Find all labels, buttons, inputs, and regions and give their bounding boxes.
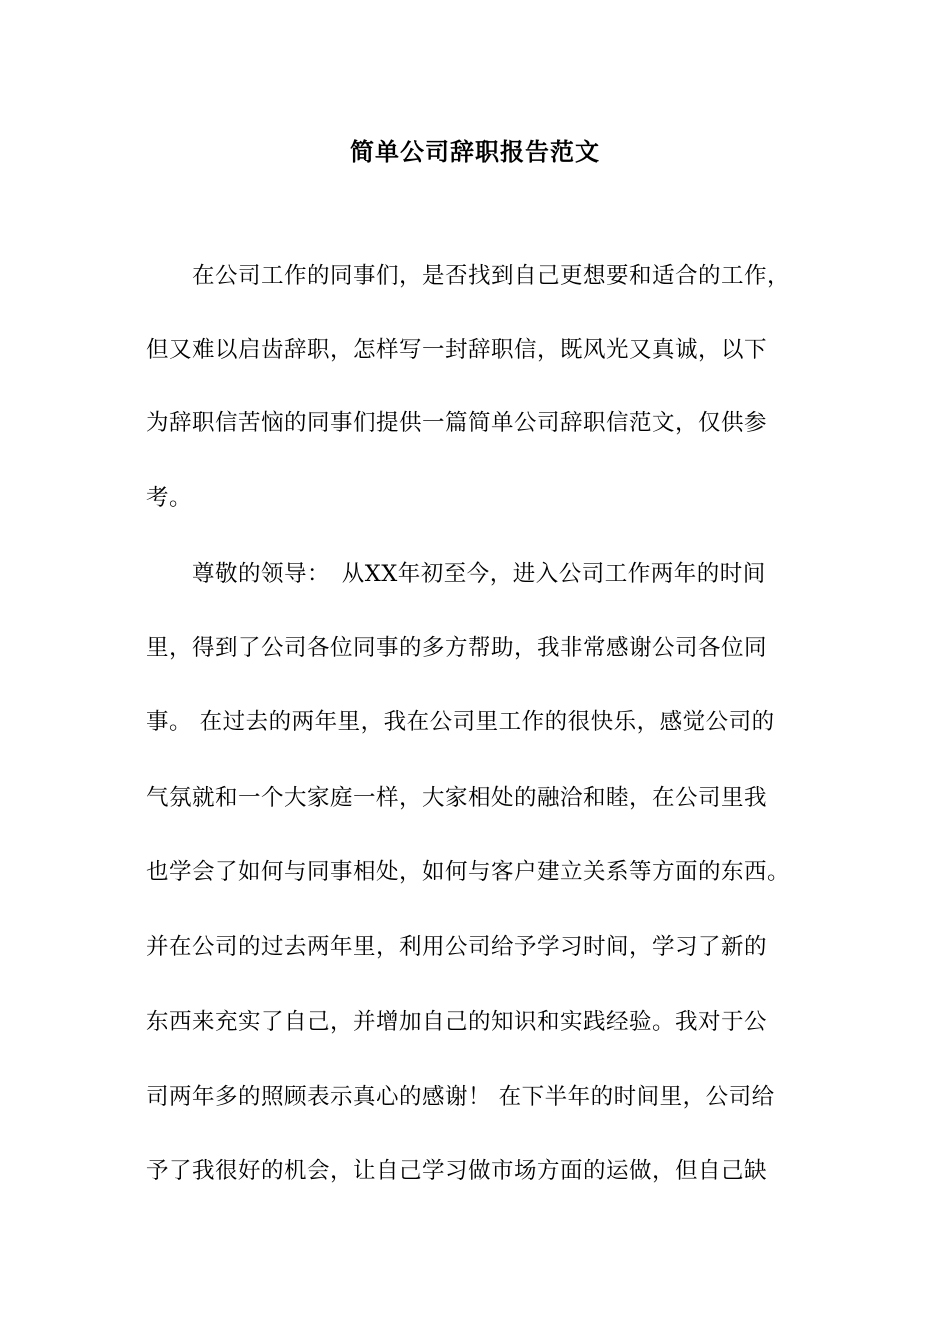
body-line: 也学会了如何与同事相处，如何与客户建立关系等方面的东西。 [146,859,791,885]
body-line: 考。 [146,485,193,511]
body-line: 并在公司的过去两年里，利用公司给予学习时间，学习了新的 [146,934,768,960]
body-line: 但又难以启齿辞职，怎样写一封辞职信，既风光又真诚，以下 [146,337,768,363]
body-line: 里，得到了公司各位同事的多方帮助，我非常感谢公司各位同 [146,635,768,661]
document-title: 简单公司辞职报告范文 [350,137,600,166]
body-line: 为辞职信苦恼的同事们提供一篇简单公司辞职信范文，仅供参 [146,410,768,436]
body-line: 气氛就和一个大家庭一样，大家相处的融洽和睦，在公司里我 [146,785,768,811]
body-line: 予了我很好的机会，让自己学习做市场方面的运做，但自己缺 [146,1158,768,1184]
body-line: 事。 在过去的两年里，我在公司里工作的很快乐，感觉公司的 [146,709,775,735]
body-line: 东西来充实了自己，并增加自己的知识和实践经验。我对于公 [146,1009,768,1035]
body-line: 在公司工作的同事们，是否找到自己更想要和适合的工作， [146,263,791,289]
body-line: 司两年多的照顾表示真心的感谢！ 在下半年的时间里，公司给 [146,1084,775,1110]
body-line: 尊敬的领导： 从XX年初至今，进入公司工作两年的时间 [146,561,766,587]
